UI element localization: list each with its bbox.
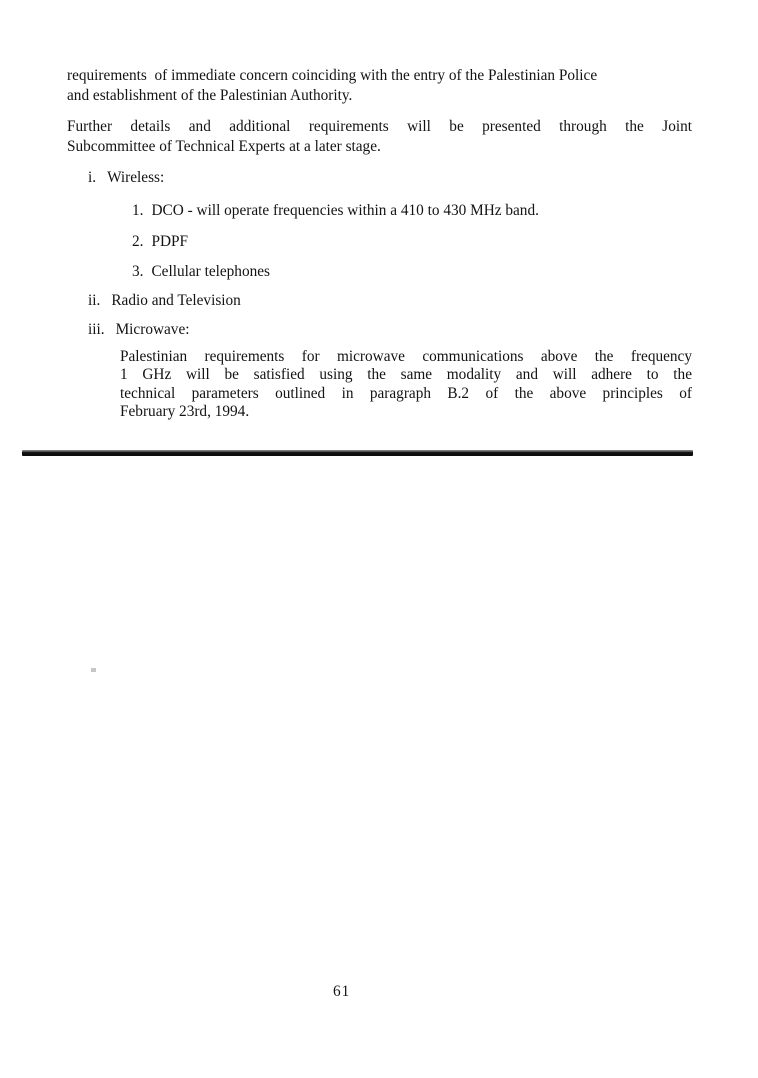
list-marker: 2. bbox=[132, 233, 144, 250]
paragraph-line: Palestinian requirements for microwave communications above the frequency bbox=[120, 348, 692, 365]
list-item-label: Microwave: bbox=[115, 321, 190, 338]
paragraph-line: 1 GHz will be satisfied using the same modality and will adhere to the bbox=[120, 366, 692, 384]
scan-artifact-speck bbox=[91, 668, 96, 672]
paragraph-line: requirements of immediate concern coinciding with the entry of the Palestinian Police bbox=[67, 67, 598, 84]
list-marker: ii. bbox=[88, 292, 101, 309]
paragraph-microwave bbox=[120, 348, 692, 422]
paragraph-line: technical parameters outlined in paragraph B.2 of the above principles of bbox=[120, 384, 692, 402]
list-item-label: Radio and Television bbox=[111, 292, 241, 309]
list-item-label: DCO - will operate frequencies within a 410 to 430 MHz band. bbox=[151, 202, 539, 219]
page-number: 61 bbox=[333, 983, 351, 1000]
paragraph-line: February 23rd, 1994. bbox=[120, 403, 250, 421]
list-item-dco bbox=[132, 201, 539, 221]
paragraph-line: Subcommittee of Technical Experts at a later stage. bbox=[67, 138, 381, 155]
list-item-pdpf bbox=[132, 232, 188, 252]
horizontal-divider bbox=[22, 450, 693, 456]
list-marker: iii. bbox=[88, 321, 105, 338]
list-item-cellular bbox=[132, 262, 270, 282]
list-marker: i. bbox=[88, 169, 97, 186]
list-marker: 3. bbox=[132, 263, 144, 280]
paragraph-line: and establishment of the Palestinian Authority. bbox=[67, 87, 353, 104]
list-item-label: Wireless: bbox=[107, 169, 165, 186]
list-item-microwave bbox=[88, 320, 190, 340]
list-marker: 1. bbox=[132, 202, 144, 219]
list-item-radio-television bbox=[88, 291, 241, 311]
list-item-label: Cellular telephones bbox=[151, 263, 270, 280]
paragraph-intro bbox=[67, 66, 692, 106]
paragraph-line: Further details and additional requirements will be presented through the Joint bbox=[67, 118, 692, 135]
list-item-wireless bbox=[88, 168, 164, 188]
list-item-label: PDPF bbox=[151, 233, 189, 250]
paragraph-further-details bbox=[67, 117, 692, 157]
